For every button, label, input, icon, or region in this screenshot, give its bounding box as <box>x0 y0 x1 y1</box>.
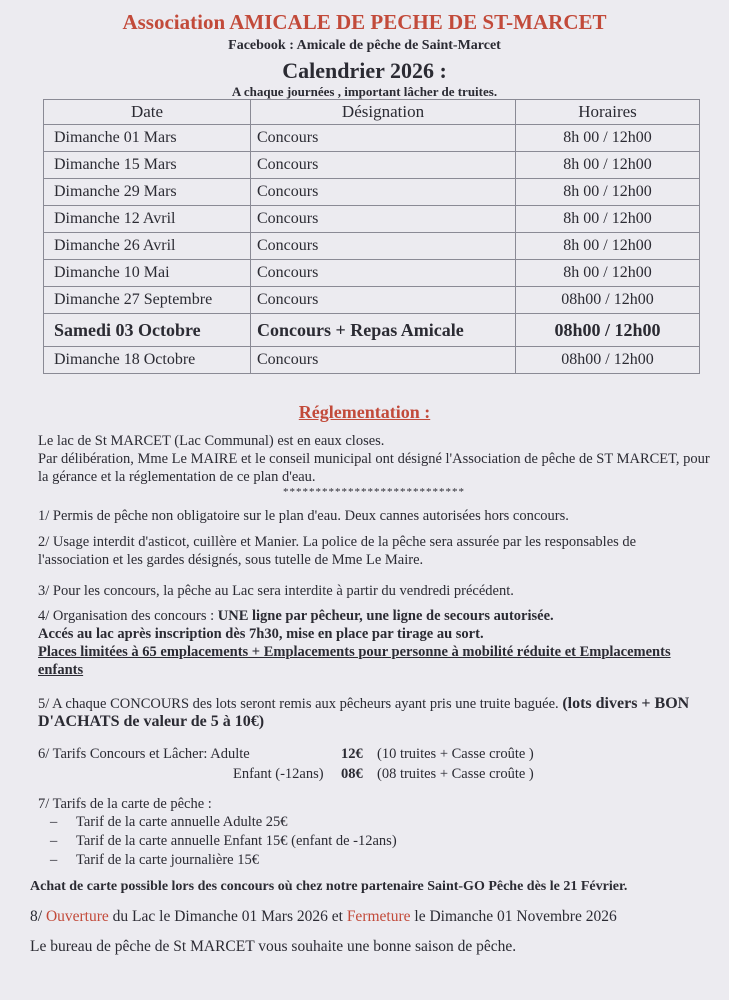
list-item: – Tarif de la carte annuelle Adulte 25€ <box>38 813 710 832</box>
cell-date: Dimanche 29 Mars <box>44 179 251 206</box>
ouverture-label: Ouverture <box>45 908 109 925</box>
rule-5 <box>38 695 710 731</box>
rule-4-line-1 <box>38 607 710 625</box>
cell-date: Dimanche 27 Septembre <box>44 287 251 314</box>
rule-4 <box>38 607 710 679</box>
cell-horaires: 8h 00 / 12h00 <box>516 260 700 287</box>
cell-date: Dimanche 01 Mars <box>44 125 251 152</box>
tarif-list <box>38 813 710 870</box>
cell-designation: Concours <box>251 179 516 206</box>
rule-6-child-label: Enfant (-12ans) <box>233 766 324 782</box>
facebook-line: Facebook : Amicale de pêche de Saint-Marcet <box>228 38 501 53</box>
rule-4-label: 4/ Organisation des concours : <box>38 608 218 624</box>
cell-horaires: 08h00 / 12h00 <box>516 287 700 314</box>
cell-designation: Concours <box>251 287 516 314</box>
achat-note: Achat de carte possible lors des concours où chez notre partenaire Saint-GO Pêche dès le 21 Février. <box>30 879 628 894</box>
cell-designation: Concours <box>251 125 516 152</box>
intro-line-1: Le lac de St MARCET (Lac Communal) est en eaux closes. <box>38 433 385 449</box>
cell-designation: Concours <box>251 206 516 233</box>
rule-4-access: Accés au lac après inscription dès 7h30, mise en place par tirage au sort. <box>38 626 484 642</box>
calendar-title: Calendrier 2026 : <box>282 58 447 83</box>
rule-4-bold: UNE ligne par pêcheur, une ligne de secours autorisée. <box>217 608 554 624</box>
cell-horaires: 08h00 / 12h00 <box>516 314 700 347</box>
cell-horaires: 8h 00 / 12h00 <box>516 233 700 260</box>
rule-7-title: 7/ Tarifs de la carte de pêche : <box>38 796 212 812</box>
table-header-row <box>44 100 700 125</box>
list-item: – Tarif de la carte journalière 15€ <box>38 851 710 870</box>
table-row <box>44 260 700 287</box>
rule-1: 1/ Permis de pêche non obligatoire sur le plan d'eau. Deux cannes autorisées hors concours. <box>38 508 569 524</box>
cell-horaires: 8h 00 / 12h00 <box>516 206 700 233</box>
rule-8-text-1: du Lac le Dimanche 01 Mars 2026 et <box>108 908 347 925</box>
cell-horaires: 8h 00 / 12h00 <box>516 125 700 152</box>
rule-6-label: 6/ Tarifs Concours et Lâcher: Adulte <box>38 746 250 762</box>
rule-7 <box>38 795 710 870</box>
table-row <box>44 233 700 260</box>
intro-block <box>38 432 710 498</box>
reglementation-title: Réglementation : <box>298 402 431 422</box>
rule-8 <box>30 908 720 926</box>
cell-horaires: 08h00 / 12h00 <box>516 347 700 374</box>
rule-6-child-detail: (08 truites + Casse croûte ) <box>377 766 534 782</box>
rule-6-adult-price: 12€ <box>341 746 363 762</box>
header-designation: Désignation <box>251 100 516 125</box>
cell-designation: Concours <box>251 260 516 287</box>
cell-date: Dimanche 18 Octobre <box>44 347 251 374</box>
intro-line-2: Par délibération, Mme Le MAIRE et le conseil municipal ont désigné l'Association de pêche de ST MARCET, pour la gérance et la réglementation de ce plan d'eau. <box>38 451 710 485</box>
rule-3: 3/ Pour les concours, la pêche au Lac sera interdite à partir du vendredi précédent. <box>38 583 514 599</box>
closing-line: Le bureau de pêche de St MARCET vous souhaite une bonne saison de pêche. <box>30 938 517 955</box>
cell-date: Dimanche 12 Avril <box>44 206 251 233</box>
cell-designation: Concours <box>251 233 516 260</box>
rule-4-places: Places limitées à 65 emplacements + Emplacements pour personne à mobilité réduite et Emplacements enfants <box>38 644 671 678</box>
calendar-table <box>43 99 700 374</box>
cell-date: Samedi 03 Octobre <box>44 314 251 347</box>
table-row <box>44 179 700 206</box>
lacher-note: A chaque journées , important lâcher de truites. <box>231 84 498 99</box>
rule-6-adult-detail: (10 truites + Casse croûte ) <box>377 746 534 762</box>
table-row <box>44 287 700 314</box>
stars-separator: **************************** <box>283 486 465 498</box>
rule-5-bold: (lots divers + BON D'ACHATS de valeur de 5 à 10€) <box>38 695 690 730</box>
table-row <box>44 152 700 179</box>
header-date: Date <box>44 100 251 125</box>
rule-5-text: 5/ A chaque CONCOURS des lots seront remis aux pêcheurs ayant pris une truite baguée. <box>38 696 563 712</box>
table-row <box>44 125 700 152</box>
rule-2: 2/ Usage interdit d'asticot, cuillère et Manier. La police de la pêche sera assurée par les responsables de l'association et les gardes désignés, sous tutelle de Mme Le Maire. <box>38 534 637 568</box>
cell-designation: Concours + Repas Amicale <box>251 314 516 347</box>
cell-date: Dimanche 26 Avril <box>44 233 251 260</box>
fermeture-label: Fermeture <box>346 908 411 925</box>
cell-horaires: 8h 00 / 12h00 <box>516 179 700 206</box>
list-item: – Tarif de la carte annuelle Enfant 15€ (enfant de -12ans) <box>38 832 710 851</box>
table-row-highlight <box>44 314 700 347</box>
cell-horaires: 8h 00 / 12h00 <box>516 152 700 179</box>
cell-date: Dimanche 10 Mai <box>44 260 251 287</box>
table-row <box>44 347 700 374</box>
table-row <box>44 206 700 233</box>
association-title: Association AMICALE DE PECHE DE ST-MARCET <box>122 10 607 34</box>
rule-8-num: 8/ <box>30 908 46 925</box>
cell-designation: Concours <box>251 152 516 179</box>
rule-8-text-2: le Dimanche 01 Novembre 2026 <box>410 908 617 925</box>
rule-6-child-price: 08€ <box>341 766 363 782</box>
cell-date: Dimanche 15 Mars <box>44 152 251 179</box>
header-horaires: Horaires <box>516 100 700 125</box>
cell-designation: Concours <box>251 347 516 374</box>
